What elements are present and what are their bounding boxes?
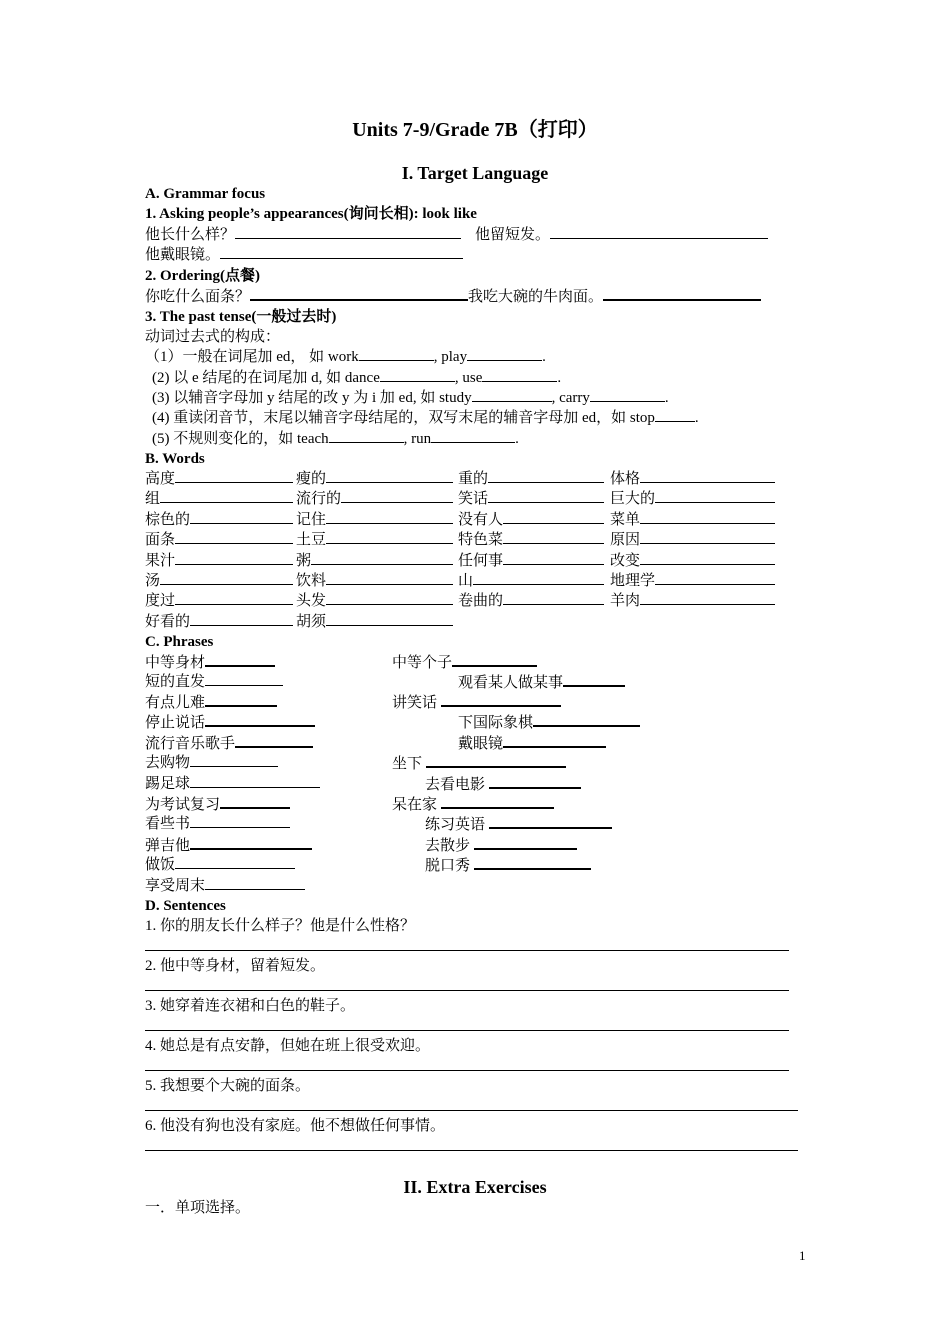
word-item [610,510,775,530]
rule-text: , carry [551,390,590,406]
grammar-item-2-line-1 [145,286,761,306]
item-label: 棕色的 [145,511,191,528]
item-label: 踢足球 [145,776,191,792]
item-label: 组 [145,491,161,508]
prompt-text: 他长什么样？ [145,227,236,243]
rule-text: , run [403,431,432,447]
phrase-item [392,692,561,712]
answer-blank[interactable] [473,571,604,585]
phrase-item [145,814,290,834]
past-tense-rule-3 [152,388,669,408]
answer-blank[interactable] [235,733,313,748]
rule-text: , use [454,370,483,386]
answer-blank[interactable] [640,510,775,524]
phrase-item [145,835,312,855]
sentence-prompt: 5. 我想要个大碗的面条。 [145,1078,311,1094]
answer-line[interactable] [145,1110,798,1111]
item-label: 为考试复习 [145,797,221,813]
item-label: 瘦的 [296,471,327,487]
answer-blank[interactable] [190,814,290,828]
item-label: 记住 [296,511,327,528]
answer-blank[interactable] [503,591,604,605]
answer-blank[interactable] [220,794,290,809]
answer-blank[interactable] [220,245,463,259]
item-label: 流行的 [296,491,342,508]
answer-blank[interactable] [205,876,305,890]
prompt-text: 你吃什么面条？ [145,289,251,305]
answer-blank[interactable] [175,855,295,869]
item-label: 弹吉他 [145,838,191,854]
word-item [458,530,604,550]
answer-blank[interactable] [488,489,604,503]
item-label: 汤 [145,573,161,589]
answer-blank[interactable] [190,510,293,524]
answer-blank[interactable] [326,612,453,626]
word-item [458,489,604,509]
answer-blank[interactable] [655,408,695,422]
item-label: 坐下 [392,756,423,772]
word-item [296,571,453,591]
answer-blank[interactable] [441,692,561,707]
item-label: 任何事 [458,552,504,569]
item-label: 练习英语 [425,817,486,833]
answer-blank[interactable] [431,429,515,443]
item-label: 面条 [145,532,176,549]
answer-blank[interactable] [472,388,552,402]
phrases-heading: C. Phrases [145,634,214,650]
item-label: 地理学 [610,573,656,589]
sentence-prompt: 3. 她穿着连衣裙和白色的鞋子。 [145,998,356,1014]
phrase-item [145,733,313,753]
item-label: 做饭 [145,857,176,873]
item-label: 菜单 [610,511,641,528]
answer-blank[interactable] [235,225,461,239]
answer-line[interactable] [145,990,789,991]
sentence-prompt: 2. 他中等身材，留着短发。 [145,958,326,974]
word-item [145,469,293,489]
word-item [145,612,293,632]
grammar-item-3-heading: 3. The past tense(一般过去时) [145,309,337,325]
answer-blank[interactable] [655,571,775,585]
answer-blank[interactable] [503,733,606,748]
answer-blank[interactable] [175,469,293,483]
item-label: 短的直发 [145,674,206,690]
item-label: 度过 [145,593,176,610]
answer-blank[interactable] [329,429,404,443]
item-label: 土豆 [296,532,327,549]
answer-blank[interactable] [640,591,775,605]
word-item [458,469,604,489]
phrase-item [145,774,320,794]
word-item [296,530,453,550]
answer-blank[interactable] [563,672,625,687]
answer-blank[interactable] [190,612,293,626]
word-item [610,489,775,509]
item-label: 改变 [610,552,641,569]
answer-blank[interactable] [603,286,761,301]
sentence-prompt: 6. 他没有狗也没有家庭。他不想做任何事情。 [145,1118,446,1134]
item-label: 体格 [610,471,641,487]
answer-blank[interactable] [640,530,775,544]
sentence-prompt: 4. 她总是有点安静，但她在班上很受欢迎。 [145,1038,431,1054]
item-label: 果汁 [145,552,176,569]
item-label: 原因 [610,532,641,549]
past-tense-intro: 动词过去式的构成： [145,329,281,345]
grammar-focus-heading: A. Grammar focus [145,186,266,202]
answer-line[interactable] [145,950,789,951]
past-tense-rule-4 [152,408,699,428]
answer-blank[interactable] [250,286,468,301]
item-label: 没有人 [458,511,504,528]
word-item [145,571,293,591]
phrase-item [392,652,537,672]
past-tense-rule-2 [152,368,561,388]
phrase-item [145,652,275,672]
period: . [694,410,699,426]
word-item [610,530,775,550]
period: . [557,370,562,386]
sentence-prompt: 1. 你的朋友长什么样子？他是什么性格？ [145,918,416,934]
word-item [296,489,453,509]
phrase-item [145,712,315,732]
answer-blank[interactable] [452,652,537,667]
phrase-item [145,672,283,692]
rule-text: (4) 重读闭音节，末尾以辅音字母结尾的，双写末尾的辅音字母加 ed，如 stop [152,410,655,426]
item-label: 下国际象棋 [458,715,534,731]
item-label: 去散步 [425,838,471,854]
answer-blank[interactable] [467,347,542,361]
word-item [296,612,453,632]
item-label: 卷曲的 [458,593,504,610]
item-label: 头发 [296,593,327,610]
item-label: 中等身材 [145,655,206,671]
item-label: 享受周末 [145,878,206,894]
phrase-item [425,835,577,855]
prompt-text: 他戴眼镜。 [145,247,221,263]
phrase-item [458,733,606,753]
word-item [296,551,453,571]
answer-blank[interactable] [503,551,604,565]
answer-line[interactable] [145,1030,789,1031]
answer-blank[interactable] [190,753,278,767]
answer-blank[interactable] [359,347,434,361]
answer-blank[interactable] [655,489,775,503]
item-label: 呆在家 [392,797,438,813]
word-item [458,571,604,591]
phrase-item [425,774,581,794]
item-label: 粥 [296,552,312,569]
phrase-item [392,794,554,814]
grammar-item-1-heading: 1. Asking people’s appearances(询问长相): look like [145,206,477,222]
item-label: 笑话 [458,491,489,508]
item-label: 流行音乐歌手 [145,736,236,752]
word-item [610,469,775,489]
grammar-item-1-line-2 [145,245,463,265]
answer-blank[interactable] [488,469,604,483]
item-label: 去看电影 [425,777,486,793]
answer-blank[interactable] [474,855,591,870]
item-label: 停止说话 [145,715,206,731]
answer-blank[interactable] [326,530,453,544]
phrase-item [458,712,640,732]
rule-text: (5) 不规则变化的，如 teach [152,431,329,447]
word-item [610,571,775,591]
answer-blank[interactable] [426,753,566,768]
grammar-item-2-heading: 2. Ordering(点餐) [145,268,260,284]
phrase-item [392,753,566,773]
answer-blank[interactable] [441,794,554,809]
item-label: 有点儿难 [145,695,206,711]
grammar-item-1-line-1 [145,225,768,245]
sentences-heading: D. Sentences [145,898,226,914]
answer-blank[interactable] [503,530,604,544]
period: . [664,390,669,406]
phrase-item [425,855,591,875]
past-tense-rule-5 [152,429,519,449]
answer-blank[interactable] [326,510,453,524]
answer-blank[interactable] [175,591,293,605]
answer-blank[interactable] [489,774,581,789]
answer-blank[interactable] [590,388,665,402]
word-item [296,591,453,611]
section-heading-extra-exercises: II. Extra Exercises [403,1177,547,1197]
answer-blank[interactable] [640,551,775,565]
answer-blank[interactable] [503,510,604,524]
item-label: 羊肉 [610,593,641,610]
item-label: 戴眼镜 [458,736,504,752]
answer-blank[interactable] [326,591,453,605]
item-label: 去购物 [145,755,191,771]
prompt-text: 我吃大碗的牛肉面。 [468,289,604,305]
answer-blank[interactable] [175,551,293,565]
answer-blank[interactable] [489,814,612,829]
answer-blank[interactable] [175,530,293,544]
word-item [458,551,604,571]
words-heading: B. Words [145,451,205,467]
answer-blank[interactable] [190,774,320,788]
answer-blank[interactable] [533,712,640,727]
item-label: 观看某人做某事 [458,675,564,691]
item-label: 中等个子 [392,655,453,671]
prompt-text: 他留短发。 [475,227,551,243]
phrase-item [425,814,612,834]
phrase-item [145,794,290,814]
page-number: 1 [799,1248,806,1263]
answer-line[interactable] [145,1070,789,1071]
answer-line[interactable] [145,1150,798,1151]
word-item [296,469,453,489]
past-tense-rule-1 [145,347,546,367]
item-label: 讲笑话 [392,695,438,711]
answer-blank[interactable] [640,469,775,483]
phrase-item [145,876,305,896]
word-item [145,530,293,550]
answer-blank[interactable] [205,672,283,686]
word-item [458,591,604,611]
item-label: 特色菜 [458,532,504,549]
answer-blank[interactable] [341,489,453,503]
answer-blank[interactable] [326,571,453,585]
answer-blank[interactable] [160,571,293,585]
item-label: 好看的 [145,613,191,630]
document-title: Units 7-9/Grade 7B（打印） [352,119,598,141]
answer-blank[interactable] [205,692,277,707]
word-item [145,591,293,611]
answer-blank[interactable] [474,835,577,850]
answer-blank[interactable] [160,489,293,503]
phrase-item [458,672,625,692]
word-item [610,551,775,571]
rule-text: (2) 以 e 结尾的在词尾加 d, 如 dance [152,370,380,386]
rule-text: , play [433,349,468,365]
rule-text: （1）一般在词尾加 ed， 如 work [145,349,359,365]
answer-blank[interactable] [311,551,453,565]
word-item [145,551,293,571]
answer-blank[interactable] [550,225,768,239]
answer-blank[interactable] [380,368,455,382]
item-label: 高度 [145,471,176,487]
item-label: 胡须 [296,613,327,630]
answer-blank[interactable] [326,469,453,483]
phrase-item [145,692,277,712]
phrase-item [145,855,295,875]
word-item [610,591,775,611]
answer-blank[interactable] [190,835,312,850]
section-heading-target-language: I. Target Language [401,163,549,183]
item-label: 脱口秀 [425,858,471,874]
item-label: 饮料 [296,573,327,589]
phrase-item [145,753,278,773]
answer-blank[interactable] [205,712,315,727]
word-item [458,510,604,530]
period: . [542,349,546,365]
item-label: 看些书 [145,816,191,832]
item-label: 重的 [458,471,489,487]
word-item [296,510,453,530]
period: . [515,431,519,447]
answer-blank[interactable] [482,368,557,382]
exercise-heading-multiple-choice: 一．单项选择。 [145,1200,251,1216]
item-label: 山 [458,573,474,589]
rule-text: (3) 以辅音字母加 y 结尾的改 y 为 i 加 ed, 如 study [152,390,472,406]
word-item [145,510,293,530]
answer-blank[interactable] [205,652,275,667]
word-item [145,489,293,509]
item-label: 巨大的 [610,491,656,508]
